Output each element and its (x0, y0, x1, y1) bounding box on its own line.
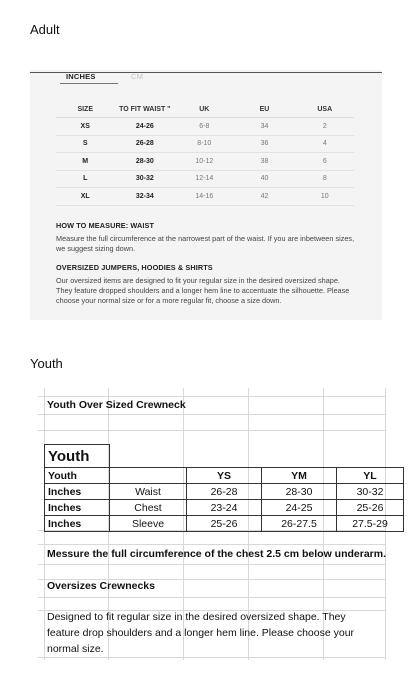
tab-cm[interactable]: CM (131, 72, 144, 81)
waist-cell: 30-32 (114, 170, 175, 188)
usa-cell: 10 (296, 188, 354, 206)
active-tab-underline (60, 83, 118, 84)
table-row (56, 118, 354, 136)
yl-cell: 27.5-29 (337, 516, 404, 532)
oversized-title: OVERSIZED JUMPERS, HOODIES & SHIRTS (56, 263, 213, 272)
size-cell: S (56, 135, 114, 153)
measure-cell: Chest (110, 500, 187, 516)
uk-cell: 6-8 (175, 118, 233, 136)
uk-cell: 14-16 (175, 188, 233, 206)
table-header-row (45, 468, 404, 484)
oversized-text: Our oversized items are designed to fit your regular size in the desired oversized shape. They feature dropped shoulders and a longer hem line to accentuate the silhouette. Please choose your normal size or for a more regular fit, choose a size down. (56, 276, 350, 305)
column-header-usa: USA (296, 104, 354, 118)
oversize-title: Oversizes Crewnecks (47, 580, 155, 592)
table-row (45, 484, 404, 500)
table-title-row (45, 445, 404, 468)
table-row (45, 500, 404, 516)
adult-size-table (56, 104, 354, 206)
ys-cell: 26-28 (187, 484, 262, 500)
table-title: Youth (45, 445, 110, 468)
table-row (56, 135, 354, 153)
table-row (56, 170, 354, 188)
column-header-waist: TO FIT WAIST " (114, 104, 175, 118)
tab-inches[interactable]: INCHES (66, 72, 96, 81)
column-header-eu: EU (233, 104, 295, 118)
unit-cell: Inches (45, 516, 110, 532)
column-header-uk: UK (175, 104, 233, 118)
size-cell: L (56, 170, 114, 188)
eu-cell: 36 (233, 135, 295, 153)
uk-cell: 8-10 (175, 135, 233, 153)
header-ys: YS (187, 468, 262, 484)
table-header-row (56, 104, 354, 118)
unit-cell: Inches (45, 484, 110, 500)
sheet-title: Youth Over Sized Crewneck (47, 399, 186, 411)
table-row (45, 516, 404, 532)
waist-cell: 32-34 (114, 188, 175, 206)
waist-cell: 28-30 (114, 153, 175, 171)
eu-cell: 34 (233, 118, 295, 136)
yl-cell: 25-26 (337, 500, 404, 516)
eu-cell: 40 (233, 170, 295, 188)
header-ym: YM (262, 468, 337, 484)
table-row (56, 153, 354, 171)
size-cell: XS (56, 118, 114, 136)
size-cell: XL (56, 188, 114, 206)
uk-cell: 12-14 (175, 170, 233, 188)
measure-cell: Sleeve (110, 516, 187, 532)
oversize-text-line-1: Designed to fit regular size in the desired oversized shape. They (47, 611, 346, 623)
header-blank (110, 468, 187, 484)
oversize-text-line-3: normal size. (47, 643, 104, 655)
eu-cell: 38 (233, 153, 295, 171)
measure-section (56, 221, 356, 254)
uk-cell: 10-12 (175, 153, 233, 171)
usa-cell: 6 (296, 153, 354, 171)
yl-cell: 30-32 (337, 484, 404, 500)
ym-cell: 24-25 (262, 500, 337, 516)
oversize-text-line-2: feature drop shoulders and a longer hem line. Please choose your (47, 627, 355, 639)
oversized-section (56, 263, 356, 306)
adult-heading: Adult (30, 22, 60, 37)
youth-size-table (44, 444, 404, 532)
ym-cell: 28-30 (262, 484, 337, 500)
ys-cell: 25-26 (187, 516, 262, 532)
ys-cell: 23-24 (187, 500, 262, 516)
waist-cell: 24-26 (114, 118, 175, 136)
measure-text: Measure the full circumference at the narrowest part of the waist. If you are inbetween sizes, we suggest sizing down. (56, 234, 355, 253)
unit-cell: Inches (45, 500, 110, 516)
usa-cell: 2 (296, 118, 354, 136)
table-row (56, 188, 354, 206)
column-header-size: SIZE (56, 104, 114, 118)
measure-cell: Waist (110, 484, 187, 500)
header-yl: YL (337, 468, 404, 484)
usa-cell: 8 (296, 170, 354, 188)
header-label: Youth (45, 468, 110, 484)
ym-cell: 26-27.5 (262, 516, 337, 532)
measure-note: Messure the full circumference of the chest 2.5 cm below underarm. (47, 548, 387, 560)
measure-title: HOW TO MEASURE: WAIST (56, 221, 155, 230)
eu-cell: 42 (233, 188, 295, 206)
waist-cell: 26-28 (114, 135, 175, 153)
size-cell: M (56, 153, 114, 171)
youth-heading: Youth (30, 356, 63, 371)
usa-cell: 4 (296, 135, 354, 153)
